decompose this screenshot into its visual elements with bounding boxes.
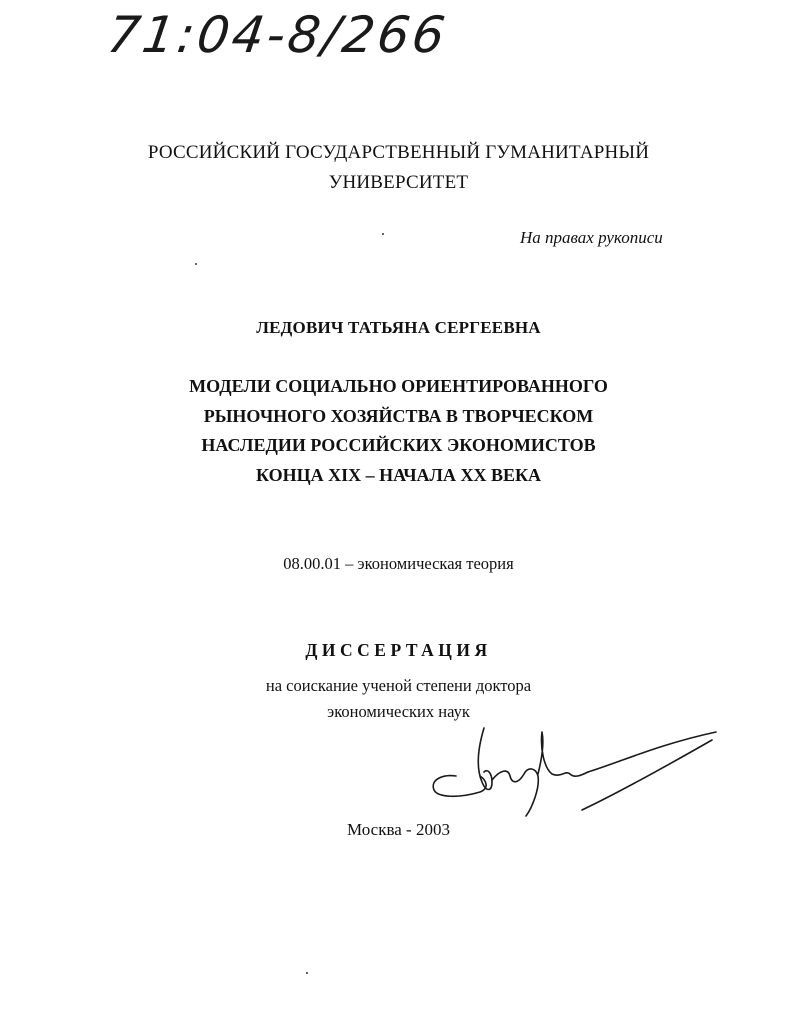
handwritten-archive-number: 71:04-8/266 [103, 6, 452, 64]
manuscript-rights-note: На правах рукописи [520, 228, 663, 247]
dissertation-title [0, 372, 797, 490]
title-line: КОНЦА XIX – НАЧАЛА XX ВЕКА [255, 464, 542, 485]
university-name-line2: УНИВЕРСИТЕТ [328, 172, 469, 193]
author-name: ЛЕДОВИЧ ТАТЬЯНА СЕРГЕЕВНА [256, 318, 541, 337]
title-line: НАСЛЕДИИ РОССИЙСКИХ ЭКОНОМИСТОВ [201, 435, 596, 455]
university-name [0, 138, 797, 198]
signature-stroke [582, 740, 712, 810]
degree-line2: экономических наук [327, 702, 470, 721]
city-year: Москва - 2003 [347, 820, 450, 839]
university-name-line1: РОССИЙСКИЙ ГОСУДАРСТВЕННЫЙ ГУМАНИТАРНЫЙ [147, 142, 650, 163]
degree-line1: на соискание ученой степени доктора [265, 676, 532, 695]
specialty-code: 08.00.01 – экономическая теория [283, 554, 514, 573]
signature-stroke [538, 732, 588, 776]
scan-speck [195, 263, 197, 265]
title-line: РЫНОЧНОГО ХОЗЯЙСТВА В ТВОРЧЕСКОМ [203, 405, 594, 426]
signature-stroke [588, 732, 716, 772]
scan-speck [382, 233, 384, 235]
signature-stroke [433, 776, 486, 797]
scan-speck [306, 972, 308, 974]
title-line: МОДЕЛИ СОЦИАЛЬНО ОРИЕНТИРОВАННОГО [189, 376, 608, 396]
signature-image [420, 718, 720, 828]
signature-stroke [492, 769, 538, 816]
document-type: ДИССЕРТАЦИЯ [305, 640, 492, 660]
